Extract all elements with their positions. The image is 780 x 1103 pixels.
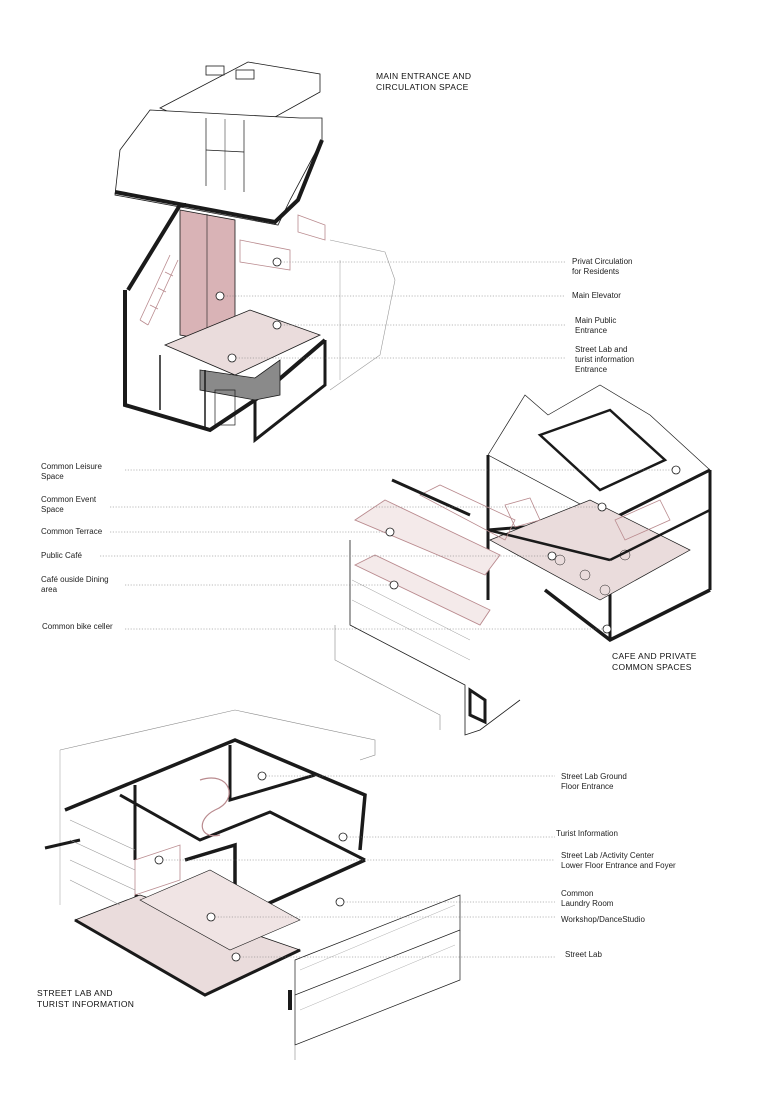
stair-run xyxy=(140,255,178,325)
cafe-base-cut xyxy=(545,590,710,640)
label-cafe-outside-dining: Café ouside Dining area xyxy=(41,575,109,594)
entrance-building xyxy=(115,62,395,440)
label-common-bike-celler: Common bike celler xyxy=(42,622,113,631)
marker-circle xyxy=(258,772,266,780)
marker-circle xyxy=(672,466,680,474)
marker-circle xyxy=(216,292,224,300)
label-turist-information: Turist Information xyxy=(556,829,618,838)
marker-circle xyxy=(228,354,236,362)
cafe-heading: CAFE AND PRIVATE COMMON SPACES xyxy=(612,651,697,672)
marker-circle xyxy=(390,581,398,589)
label-streetlab-turist-entrance: Street Lab and turist information Entrance xyxy=(575,345,635,374)
label-main-elevator: Main Elevator xyxy=(572,291,621,300)
label-public-cafe: Public Café xyxy=(41,551,82,560)
streetlab-cut-wall xyxy=(45,840,80,848)
marker-circle xyxy=(155,856,163,864)
skylight xyxy=(206,66,224,75)
entrance-heading: MAIN ENTRANCE AND CIRCULATION SPACE xyxy=(376,71,472,92)
marker-circle xyxy=(336,898,344,906)
upper-railing xyxy=(298,215,325,240)
cafe-lower-facade xyxy=(335,625,440,730)
marker-circle xyxy=(598,503,606,511)
streetlab-cut-wall xyxy=(120,795,365,860)
marker-circle xyxy=(548,552,556,560)
marker-circle xyxy=(207,913,215,921)
label-streetlab-ground-entrance: Street Lab Ground Floor Entrance xyxy=(561,772,627,791)
streetlab-heading: STREET LAB AND TURIST INFORMATION xyxy=(37,988,135,1009)
marker-circle xyxy=(232,953,240,961)
label-common-leisure: Common Leisure Space xyxy=(41,462,102,481)
streetlab-shelving xyxy=(70,820,135,905)
landing-railing xyxy=(240,240,290,270)
label-common-terrace: Common Terrace xyxy=(41,527,103,536)
cafe-cut-wall xyxy=(540,410,665,490)
marker-circle xyxy=(603,625,611,633)
cafe-roof-outline xyxy=(488,385,710,520)
cafe-facade-cut xyxy=(470,690,485,722)
marker-circle xyxy=(386,528,394,536)
spiral-stair xyxy=(200,778,229,836)
marker-circle xyxy=(273,321,281,329)
label-common-event: Common Event Space xyxy=(41,495,97,514)
marker-circle xyxy=(273,258,281,266)
marker-circle xyxy=(339,833,347,841)
label-privat-circulation: Privat Circulation for Residents xyxy=(572,257,633,276)
streetlab-facade xyxy=(295,895,460,995)
label-street-lab: Street Lab xyxy=(565,950,602,959)
cafe-floor xyxy=(490,500,690,600)
streetlab-cut-wall xyxy=(230,745,315,800)
entrance-cut-wall xyxy=(128,205,186,290)
label-workshop-dancestudio: Workshop/DanceStudio xyxy=(561,915,645,924)
streetlab-facade xyxy=(295,930,460,1045)
label-main-public-entrance: Main Public Entrance xyxy=(575,316,617,335)
cafe-building xyxy=(335,385,710,735)
label-activity-center: Street Lab /Activity Center Lower Floor Entrance and Foyer xyxy=(561,851,676,870)
label-laundry-room: Common Laundry Room xyxy=(561,889,614,908)
streetlab-roof-ghost xyxy=(60,710,375,760)
